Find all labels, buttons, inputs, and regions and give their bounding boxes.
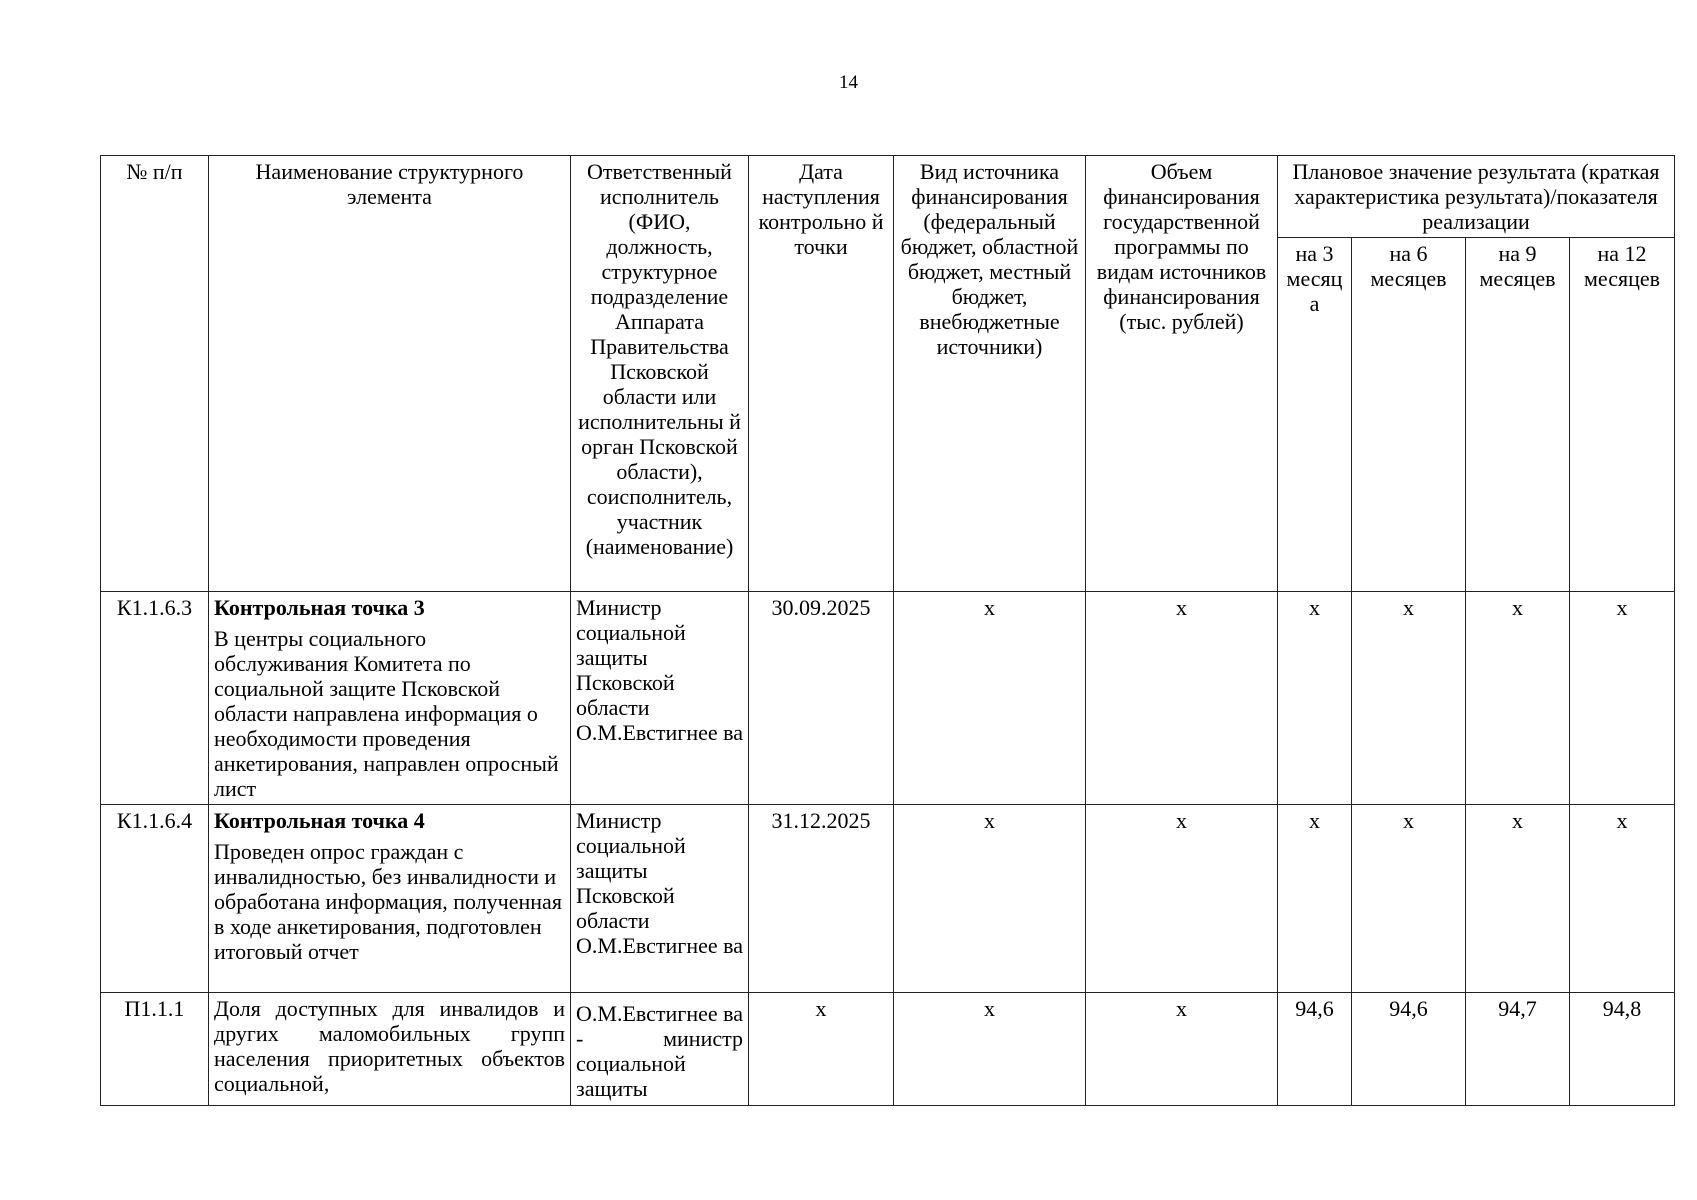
row-m9: х — [1466, 805, 1570, 993]
row-title: Контрольная точка 3 — [214, 595, 425, 620]
row-name — [209, 592, 571, 805]
row-responsible: О.М.Евстигнее ва - министр социальной защиты — [571, 993, 749, 1106]
table-row — [101, 592, 1675, 805]
row-date: 30.09.2025 — [749, 592, 894, 805]
table-row — [101, 993, 1675, 1106]
row-m12: х — [1570, 805, 1675, 993]
header-plan: Плановое значение результата (краткая характеристика результата)/показателя реализации — [1278, 156, 1675, 238]
row-date: х — [749, 993, 894, 1106]
row-m3: х — [1278, 592, 1352, 805]
row-volume: х — [1086, 993, 1278, 1106]
row-m9: х — [1466, 592, 1570, 805]
header-date: Дата наступления контрольно й точки — [749, 156, 894, 592]
row-m12: х — [1570, 592, 1675, 805]
header-m12: на 12 месяцев — [1570, 238, 1675, 592]
row-m6: 94,6 — [1352, 993, 1466, 1106]
header-name: Наименование структурного элемента — [209, 156, 571, 592]
row-name: Доля доступных для инвалидов и других маломобильных групп населения приоритетных объектов социальной, — [209, 993, 571, 1106]
row-num: К1.1.6.4 — [101, 805, 209, 993]
row-source: х — [894, 993, 1086, 1106]
row-num: П1.1.1 — [101, 993, 209, 1106]
row-responsible: Министр социальной защиты Псковской области О.М.Евстигнее ва — [571, 805, 749, 993]
header-num: № п/п — [101, 156, 209, 592]
control-points-table — [100, 155, 1675, 1106]
row-m12: 94,8 — [1570, 993, 1675, 1106]
row-m3: 94,6 — [1278, 993, 1352, 1106]
header-source: Вид источника финансирования (федеральный бюджет, областной бюджет, местный бюджет, внебюджетные источники) — [894, 156, 1086, 592]
row-text: Проведен опрос граждан с инвалидностью, без инвалидности и обработана информация, полученная в ходе анкетирования, подготовлен итоговый отчет — [214, 839, 562, 964]
row-m6: х — [1352, 805, 1466, 993]
row-responsible: Министр социальной защиты Псковской области О.М.Евстигнее ва — [571, 592, 749, 805]
row-num: К1.1.6.3 — [101, 592, 209, 805]
table-row — [101, 805, 1675, 993]
header-m6: на 6 месяцев — [1352, 238, 1466, 592]
row-volume: х — [1086, 805, 1278, 993]
page-number: 14 — [839, 72, 858, 93]
header-volume: Объем финансирования государственной программы по видам источников финансирования (тыс. рублей) — [1086, 156, 1278, 592]
row-m9: 94,7 — [1466, 993, 1570, 1106]
row-volume: х — [1086, 592, 1278, 805]
row-name — [209, 805, 571, 993]
row-title: Контрольная точка 4 — [214, 808, 425, 833]
header-m3: на 3 месяц а — [1278, 238, 1352, 592]
row-m3: х — [1278, 805, 1352, 993]
header-m9: на 9 месяцев — [1466, 238, 1570, 592]
row-source: х — [894, 805, 1086, 993]
row-text: В центры социального обслуживания Комитета по социальной защите Псковской области направлена информация о необходимости проведения анкетирования, направлен опросный лист — [214, 626, 559, 801]
header-row-top — [101, 156, 1675, 238]
row-date: 31.12.2025 — [749, 805, 894, 993]
row-source: х — [894, 592, 1086, 805]
header-responsible: Ответственный исполнитель (ФИО, должность, структурное подразделение Аппарата Правительства Псковской области или исполнительны й орган Псковской области), соисполнитель, участник (наименование) — [571, 156, 749, 592]
row-m6: х — [1352, 592, 1466, 805]
